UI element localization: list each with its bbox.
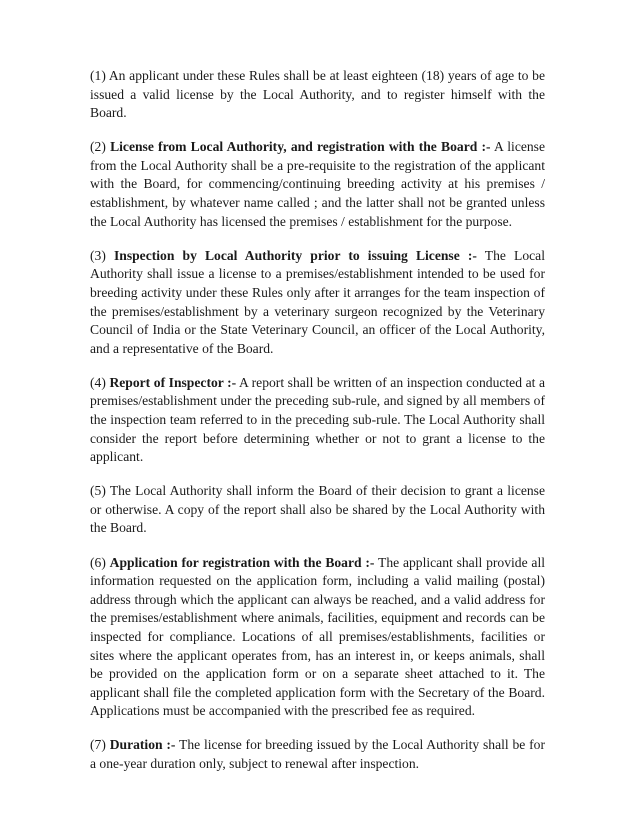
paragraph-text: The Local Authority shall issue a license to a premises/establishment intended to be used for breeding activity under these Rules only after it arranges for the team inspection of the premises/establishment by a veterinary surgeon recognized by the Veterinary Council of India or the State Veterinary Council, an officer of the Local Authority, and a representative of the Board. (90, 247, 545, 356)
paragraph-1 (90, 67, 545, 123)
paragraph-number: (5) (90, 483, 106, 499)
paragraph-text: The license for breeding issued by the Local Authority shall be for a one-year duration only, subject to renewal after inspection. (90, 737, 545, 771)
paragraph-number: (3) (90, 247, 106, 263)
paragraph-text: The applicant shall provide all information requested on the application form, including a valid mailing (postal) address through which the applicant can always be reached, and a valid address for the premises/establishment where animals, facilities, equipment and records can be inspected for compliance. Locations of all premises/establishments, facilities or sites where the applicant operates from, has an interest in, or keeps animals, shall be provided on the application form or on a separate sheet attached to it. The applicant shall file the completed application form with the Secretary of the Board. Applications must be accompanied with the prescribed fee as required. (90, 554, 545, 719)
paragraph-text: A license from the Local Authority shall be a pre-requisite to the registration of the applicant with the Board, for commencing/continuing breeding activity at his premises / establishment, by whatever name called ; and the latter shall not be granted unless the Local Authority has licensed the premises / establishment for the purpose. (90, 139, 546, 229)
paragraph-number: (1) (90, 68, 106, 83)
paragraph-7 (90, 736, 545, 773)
paragraph-text: The Local Authority shall inform the Board of their decision to grant a license or otherwise. A copy of the report shall also be shared by the Local Authority with the Board. (90, 483, 546, 536)
document-page (90, 67, 545, 789)
paragraph-text: A report shall be written of an inspection conducted at a premises/establishment under the preceding sub-rule, and signed by all members of the inspection team referred to in the preceding sub-rule. The Local Authority shall consider the report before determining whether or not to grant a license to the applicant. (90, 374, 545, 465)
paragraph-3 (90, 247, 545, 359)
paragraph-5 (90, 482, 545, 538)
paragraph-heading: Inspection by Local Authority prior to issuing License :- (113, 247, 477, 263)
paragraph-heading: Application for registration with the Board :- (109, 554, 375, 570)
paragraph-heading: Duration :- (109, 737, 176, 753)
paragraph-number: (2) (90, 139, 106, 155)
paragraph-2 (90, 138, 545, 231)
paragraph-4 (90, 374, 545, 467)
paragraph-number: (6) (90, 554, 106, 570)
paragraph-number: (4) (90, 374, 106, 390)
paragraph-number: (7) (90, 737, 106, 753)
paragraph-6 (90, 554, 545, 721)
paragraph-text: An applicant under these Rules shall be at least eighteen (18) years of age to be issued a valid license by the Local Authority, and to register himself with the Board. (90, 68, 545, 121)
paragraph-heading: License from Local Authority, and registration with the Board :- (110, 139, 491, 155)
paragraph-heading: Report of Inspector :- (109, 374, 237, 390)
